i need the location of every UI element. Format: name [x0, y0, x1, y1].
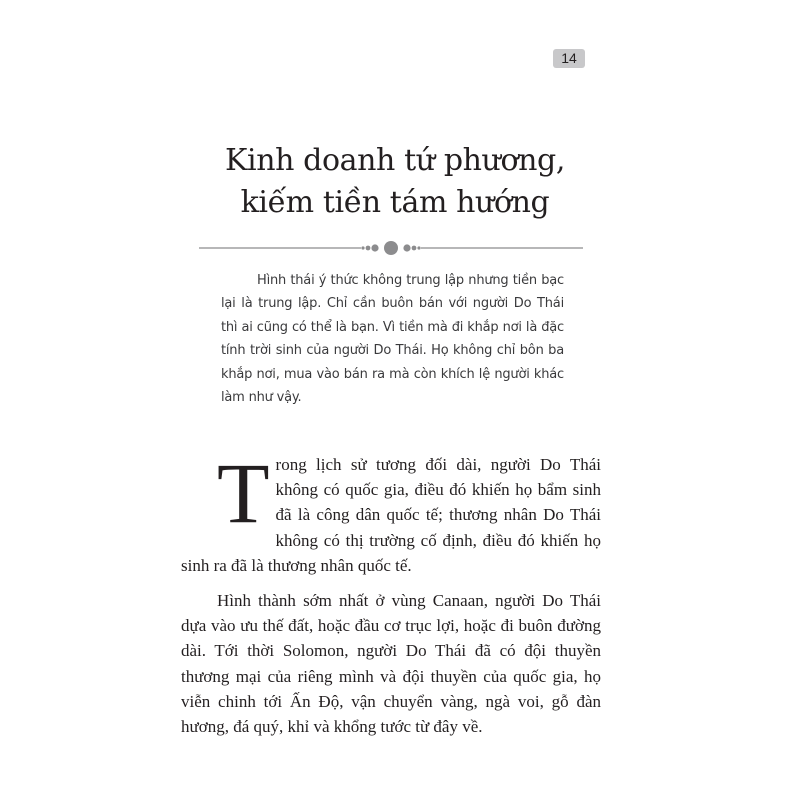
drop-cap-letter: T: [217, 445, 270, 541]
page-number-badge: 14: [553, 49, 585, 68]
body-paragraph-2: Hình thành sớm nhất ở vùng Canaan, người Do Thái dựa vào ưu thế đất, hoặc đầu cơ trục lợi, hoặc đi buôn đường dài. Tới thời Solomon, người Do Thái đã có đội thuyền thương mại của riêng mình và đội thuyền của quốc gia, họ viễn chinh tới Ấn Độ, vận chuyển vàng, ngà voi, gỗ đàn hương, đá quý, khỉ và khổng tước từ đây về.: [181, 591, 601, 737]
body-paragraph-1-text: rong lịch sử tương đối dài, người Do Thái không có quốc gia, điều đó khiến họ bẩm sinh đã là công dân quốc tế; thương nhân Do Thái không có thị trường cố định, điều đó khiến họ sinh ra đã là thương nhân quốc tế.: [181, 455, 601, 575]
chapter-body: [181, 445, 601, 749]
body-paragraph-1: [181, 445, 601, 578]
chapter-intro-paragraph: Hình thái ý thức không trung lập nhưng tiền bạc lại là trung lập. Chỉ cần buôn bán với người Do Thái thì ai cũng có thể là bạn. Vì tiền mà đi khắp nơi là đặc tính trời sinh của người Do Thái. Họ không chỉ bôn ba khắp nơi, mua vào bán ra mà còn khích lệ người khác làm như vậy.: [221, 273, 564, 406]
chapter-title-line-1: Kinh doanh tứ phương,: [225, 143, 565, 178]
chapter-title-line-2: kiếm tiền tám hướng: [240, 185, 550, 220]
divider-dots-ornament-icon: [199, 240, 583, 256]
chapter-title: [190, 140, 600, 224]
